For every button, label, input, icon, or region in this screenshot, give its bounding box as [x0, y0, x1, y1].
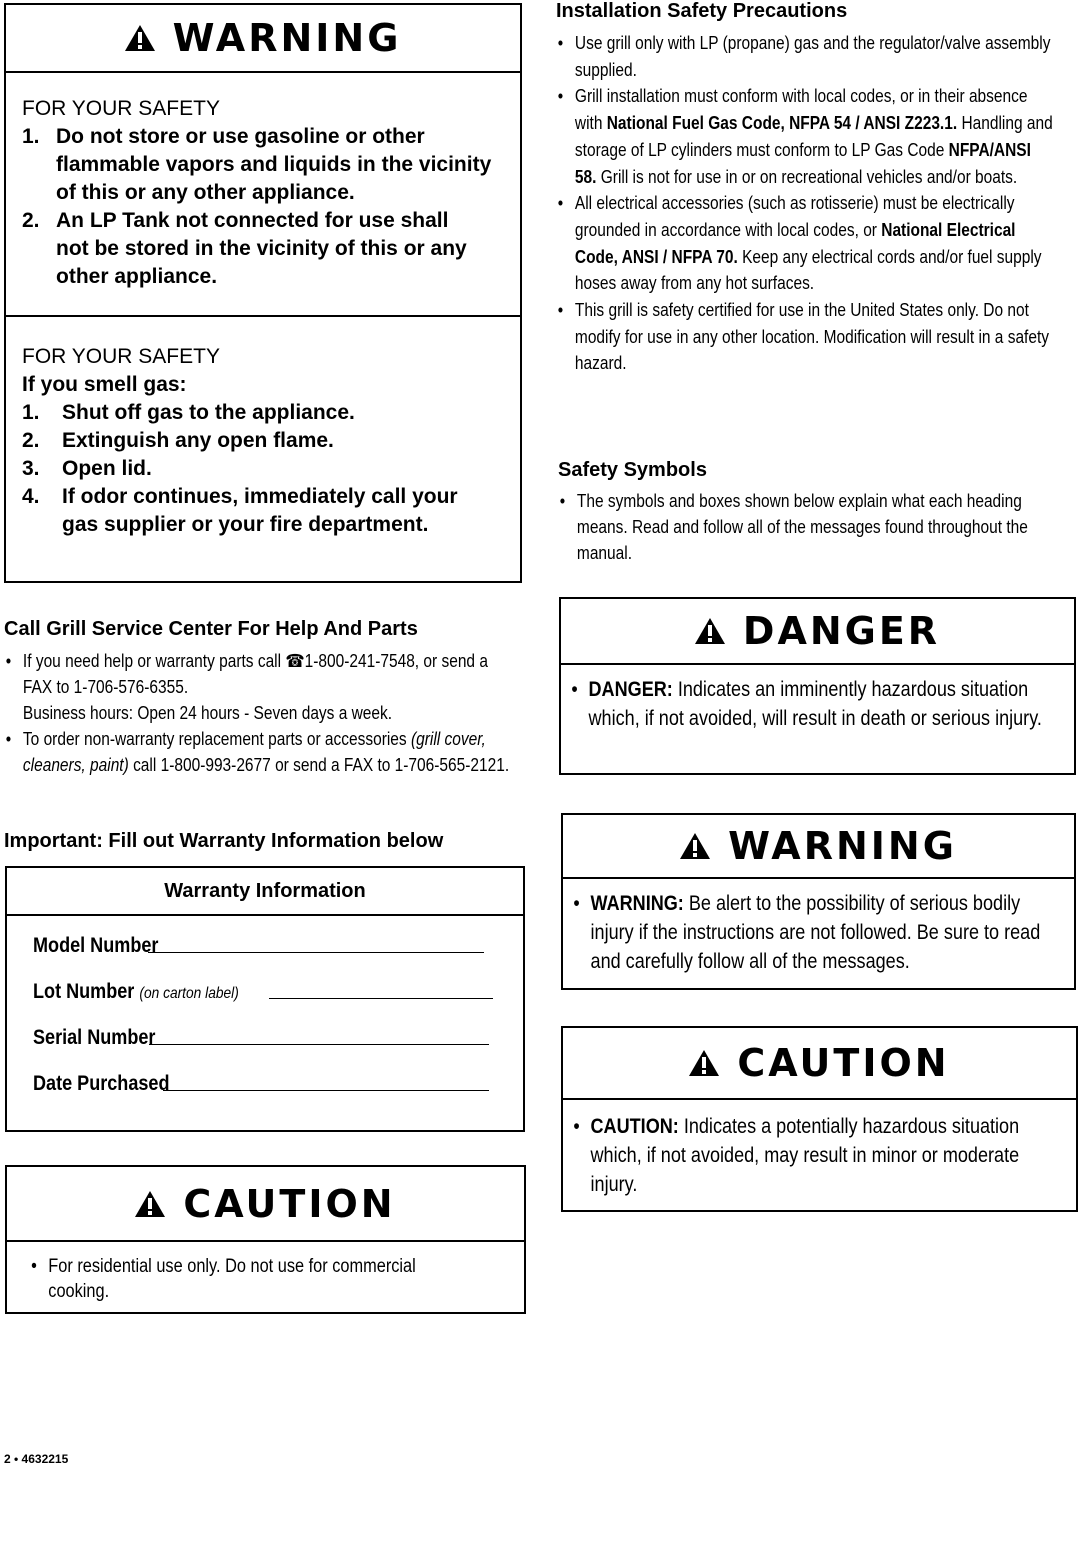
warning-box — [4, 3, 522, 583]
installation-list — [556, 30, 1055, 377]
warning-signal-word-2: WARNING — [728, 824, 957, 868]
safety-heading-2: FOR YOUR SAFETY — [22, 345, 220, 368]
installation-body — [556, 30, 1055, 377]
service-center-title: Call Grill Service Center For Help And Parts — [4, 618, 418, 640]
list-item: • For residential use only. Do not use for commercial cooking. — [29, 1254, 476, 1304]
safety-section-2 — [6, 317, 520, 539]
service-list — [4, 648, 520, 778]
page-number: 2 • 4632215 — [4, 1452, 69, 1466]
lot-number-field[interactable]: Lot Number (on carton label) — [33, 980, 523, 1004]
telephone-icon: ☎ — [285, 651, 305, 671]
alert-triangle-icon — [695, 618, 725, 644]
caution-signal-word-2: CAUTION — [737, 1041, 950, 1085]
list-item: 1. Shut off gas to the appliance. — [22, 401, 355, 424]
warning-header — [6, 5, 520, 73]
date-purchased-field[interactable]: Date Purchased — [33, 1072, 523, 1096]
serial-number-field[interactable]: Serial Number — [33, 1026, 523, 1050]
list-item: 2. An LP Tank not connected for use shall not be stored in the vicinity of this or any other appliance. — [22, 209, 467, 288]
installation-title: Installation Safety Precautions — [556, 0, 848, 22]
caution-box-definition — [561, 1026, 1078, 1212]
danger-header — [561, 599, 1074, 665]
alert-triangle-icon — [125, 25, 155, 51]
list-item: • If you need help or warranty parts call ☎1-800-241-7548, or send a FAX to 1-706-576-6355. Business hours: Open 24 hours - Seven days a week. — [4, 648, 520, 726]
list-item: • All electrical accessories (such as rotisserie) must be electrically grounded in accordance with local codes, or National Electrical Code, ANSI / NFPA 70. Keep any electrical cords and/or fuel supply hoses away from any hot surfaces. — [556, 190, 1055, 297]
danger-signal-word: DANGER — [742, 609, 941, 653]
list-item: • CAUTION: Indicates a potentially hazardous situation which, if not avoided, may result in minor or moderate injury. — [572, 1112, 1054, 1199]
list-item: • Grill installation must conform with local codes, or in their absence with National Fuel Gas Code, NFPA 54 / ANSI Z223.1. Handling and storage of LP cylinders must conform to LP Gas Code NFPA/ANSI 58. Grill is not for use in or on recreational vehicles and/or boats. — [556, 83, 1055, 190]
important-warranty-title: Important: Fill out Warranty Information below — [4, 830, 444, 852]
caution-header-2 — [563, 1028, 1076, 1100]
service-center-body — [4, 648, 520, 778]
model-number-field[interactable]: Model Number — [33, 934, 523, 958]
list-item: • DANGER: Indicates an imminently hazardous situation which, if not avoided, will result in death or serious injury. — [570, 675, 1060, 733]
list-item: • WARNING: Be alert to the possibility of serious bodily injury if the instructions are not followed. Be sure to read and carefully follow all of the messages. — [572, 889, 1067, 976]
warranty-fields — [7, 916, 523, 1096]
list-item: • The symbols and boxes shown below explain what each heading means. Read and follow all of the messages found throughout the manual. — [558, 488, 1065, 566]
warning-body-2 — [563, 879, 1066, 976]
alert-triangle-icon — [135, 1191, 165, 1217]
caution-body-2 — [563, 1100, 1053, 1199]
smell-gas-subheading: If you smell gas: — [22, 373, 187, 396]
danger-box — [559, 597, 1076, 775]
safety-section-1 — [6, 73, 520, 317]
warranty-box — [5, 866, 525, 1132]
caution-signal-word: CAUTION — [183, 1181, 396, 1226]
warranty-header: Warranty Information — [7, 868, 523, 916]
alert-triangle-icon — [680, 833, 710, 859]
safety-symbols-body — [558, 488, 1065, 566]
warning-box-definition — [561, 813, 1076, 990]
safety-list-1 — [22, 123, 520, 291]
safety-list-2 — [22, 399, 520, 539]
caution-header — [7, 1167, 524, 1242]
caution-body — [7, 1242, 477, 1304]
warning-header-2 — [563, 815, 1074, 879]
safety-symbols-title: Safety Symbols — [558, 459, 707, 481]
danger-body — [561, 665, 1060, 733]
list-item: 2. Extinguish any open flame. — [22, 429, 334, 452]
list-item: 3. Open lid. — [22, 457, 152, 480]
list-item: • Use grill only with LP (propane) gas and the regulator/valve assembly supplied. — [556, 30, 1055, 83]
list-item: • To order non-warranty replacement parts or accessories (grill cover, cleaners, paint) call 1-800-993-2677 or send a FAX to 1-706-565-2121. — [4, 726, 520, 778]
business-hours: Business hours: Open 24 hours - Seven days a week. — [22, 703, 393, 723]
safety-heading-1: FOR YOUR SAFETY — [22, 97, 220, 120]
caution-box-residential — [5, 1165, 526, 1314]
list-item: 4. If odor continues, immediately call your gas supplier or your fire department. — [22, 485, 458, 536]
list-item: • This grill is safety certified for use in the United States only. Do not modify for use in any other location. Modification will result in a safety hazard. — [556, 297, 1055, 377]
list-item: 1. Do not store or use gasoline or other flammable vapors and liquids in the vicinity of this or any other appliance. — [22, 125, 492, 204]
alert-triangle-icon — [689, 1050, 719, 1076]
warning-signal-word: WARNING — [172, 16, 402, 60]
